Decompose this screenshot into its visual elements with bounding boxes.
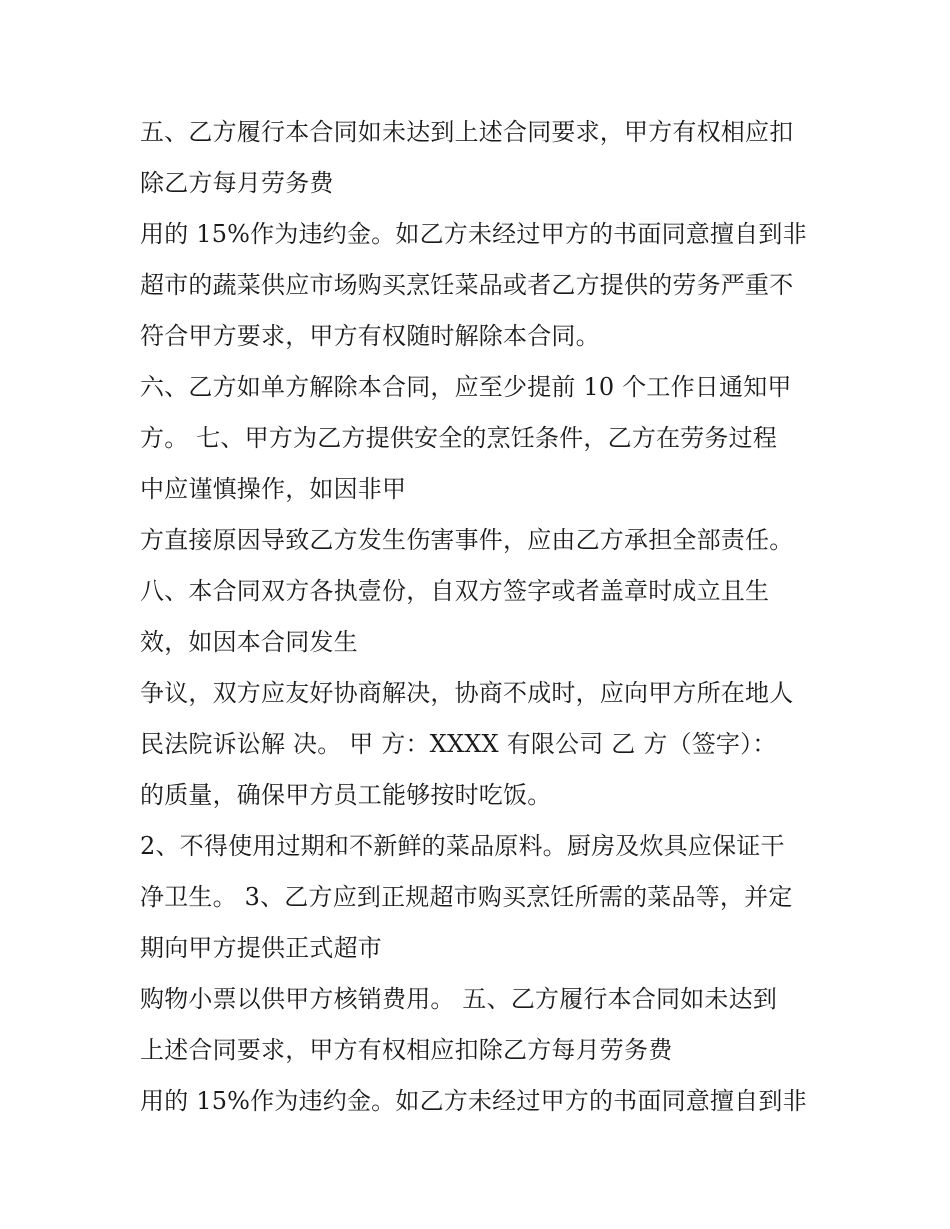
text-line: 争议，双方应友好协商解决，协商不成时，应向甲方所在地人: [140, 679, 794, 707]
text-line: 期向甲方提供正式超市: [140, 934, 382, 962]
text-line: 的质量，确保甲方员工能够按时吃饭。: [140, 781, 552, 809]
text-line: 效，如因本合同发生: [140, 628, 358, 656]
text-line: 八、本合同双方各执壹份，自双方签字或者盖章时成立且生: [140, 577, 770, 605]
text-line: 用的 15%作为违约金。如乙方未经过甲方的书面同意擅自到非: [140, 1087, 807, 1115]
text-line: 六、乙方如单方解除本合同，应至少提前 10 个工作日通知甲: [140, 373, 792, 401]
text-line: 民法院诉讼解 决。 甲 方：XXXX 有限公司 乙 方（签字）：: [140, 730, 777, 758]
text-line: 五、乙方履行本合同如未达到上述合同要求，甲方有权相应扣: [140, 118, 794, 146]
text-line: 方直接原因导致乙方发生伤害事件，应由乙方承担全部责任。: [140, 526, 794, 554]
text-line: 净卫生。 3、乙方应到正规超市购买烹饪所需的菜品等，并定: [140, 883, 793, 911]
text-line: 中应谨慎操作，如因非甲: [140, 475, 407, 503]
text-line: 除乙方每月劳务费: [140, 169, 334, 197]
text-line: 方。 七、甲方为乙方提供安全的烹饪条件，乙方在劳务过程: [140, 424, 778, 452]
text-line: 购物小票以供甲方核销费用。 五、乙方履行本合同如未达到: [140, 985, 778, 1013]
text-line: 用的 15%作为违约金。如乙方未经过甲方的书面同意擅自到非: [140, 220, 807, 248]
text-line: 2、不得使用过期和不新鲜的菜品原料。厨房及炊具应保证干: [140, 832, 785, 860]
text-line: 符合甲方要求，甲方有权随时解除本合同。: [140, 322, 600, 350]
contract-text: [140, 107, 830, 1127]
text-line: 上述合同要求，甲方有权相应扣除乙方每月劳务费: [140, 1036, 673, 1064]
text-line: 超市的蔬菜供应市场购买烹饪菜品或者乙方提供的劳务严重不: [140, 271, 794, 299]
